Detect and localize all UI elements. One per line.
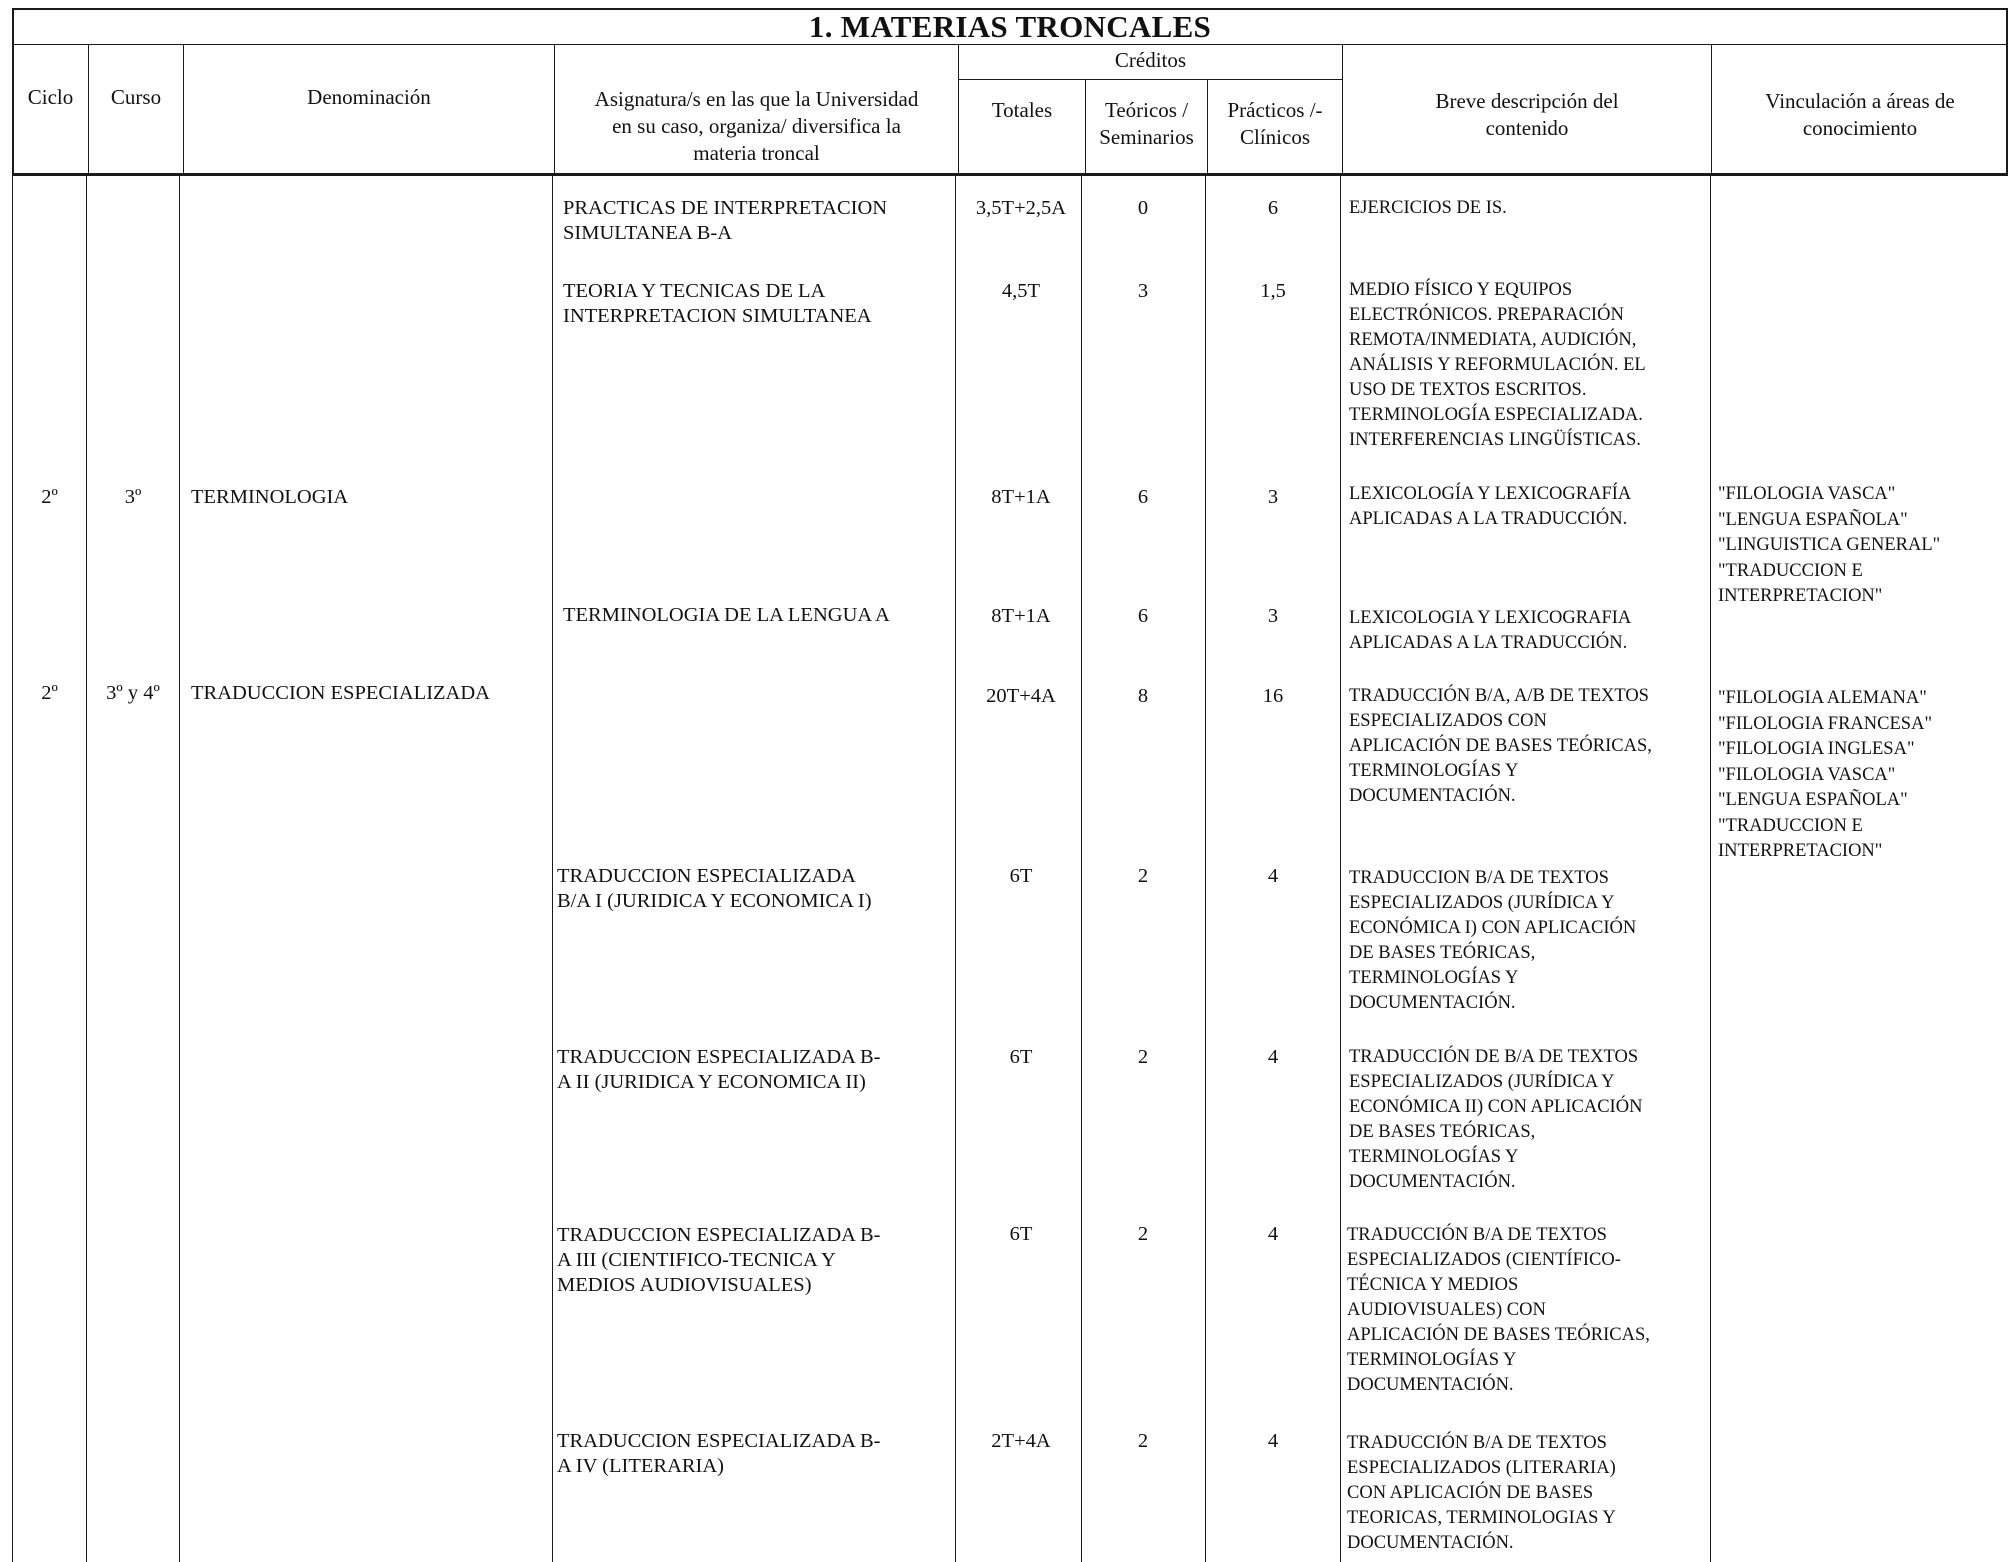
row-3-practicos: 3 [1267,605,1279,627]
body-rule-8 [1340,176,1341,1562]
row-5-teoricos: 2 [1137,865,1149,887]
row-4-descripcion: TRADUCCIÓN B/A, A/B DE TEXTOS ESPECIALIZADOS CON APLICACIÓN DE BASES TEÓRICAS, TERMINOLOGÍAS Y DOCUMENTACIÓN. [1349,686,1652,806]
row-2-totales: 8T+1A [991,486,1051,508]
body-rule-9 [1710,176,1711,1562]
row-5-asignatura: TRADUCCION ESPECIALIZADA B/A I (JURIDICA Y ECONOMICA I) [557,865,872,912]
row-6-asignatura: TRADUCCION ESPECIALIZADA B- A II (JURIDICA Y ECONOMICA II) [557,1046,881,1093]
header-descripcion: Breve descripción del contenido [1435,89,1619,140]
body-rule-1 [12,176,13,1562]
row-4-vinculacion: "FILOLOGIA ALEMANA" "FILOLOGIA FRANCESA" "FILOLOGIA INGLESA" "FILOLOGIA VASCA" "LENGUA ESPAÑOLA" "TRADUCCION E INTERPRETACION" [1718,688,1932,861]
body-rule-4 [552,176,553,1562]
body-rule-3 [179,176,180,1562]
header-curso: Curso [110,85,162,109]
row-3-teoricos: 6 [1137,605,1149,627]
header-rule [12,173,2008,176]
row-2-practicos: 3 [1267,486,1279,508]
row-6-totales: 6T [1009,1046,1033,1068]
row-1-totales: 4,5T [1001,280,1041,302]
row-2-denominacion: TERMINOLOGIA [191,486,349,508]
row-3-totales: 8T+1A [991,605,1051,627]
row-2-teoricos: 6 [1137,486,1149,508]
row-6-descripcion: TRADUCCIÓN DE B/A DE TEXTOS ESPECIALIZADOS (JURÍDICA Y ECONÓMICA II) CON APLICACIÓN DE BASES TEÓRICAS, TERMINOLOGÍAS Y DOCUMENTACIÓN. [1349,1047,1643,1192]
row-0-totales: 3,5T+2,5A [975,197,1067,219]
row-8-descripcion: TRADUCCIÓN B/A DE TEXTOS ESPECIALIZADOS (LITERARIA) CON APLICACIÓN DE BASES TEORICAS, TERMINOLOGIAS Y DOCUMENTACIÓN. [1347,1433,1616,1553]
creditos-rule [958,79,1342,80]
row-6-practicos: 4 [1267,1046,1279,1068]
row-2-curso: 3º [124,486,142,508]
row-8-asignatura: TRADUCCION ESPECIALIZADA B- A IV (LITERARIA) [557,1430,881,1477]
row-8-practicos: 4 [1267,1430,1279,1452]
row-4-curso: 3º y 4º [106,682,160,704]
header-ciclo: Ciclo [27,85,74,109]
row-7-practicos: 4 [1267,1223,1279,1245]
row-1-practicos: 1,5 [1260,280,1286,302]
row-7-asignatura: TRADUCCION ESPECIALIZADA B- A III (CIENTIFICO-TECNICA Y MEDIOS AUDIOVISUALES) [557,1224,881,1296]
row-1-asignatura: TEORIA Y TECNICAS DE LA INTERPRETACION SIMULTANEA [563,280,872,327]
body-rule-5 [955,176,956,1562]
row-3-asignatura: TERMINOLOGIA DE LA LENGUA A [563,604,890,626]
header-teoricos: Teóricos / Seminarios [1099,98,1194,149]
row-0-asignatura: PRACTICAS DE INTERPRETACION SIMULTANEA B-A [563,197,888,244]
row-2-vinculacion: "FILOLOGIA VASCA" "LENGUA ESPAÑOLA" "LINGUISTICA GENERAL" "TRADUCCION E INTERPRETACION" [1718,484,1941,606]
body-rule-2 [86,176,87,1562]
row-7-teoricos: 2 [1137,1223,1149,1245]
row-4-denominacion: TRADUCCION ESPECIALIZADA [191,682,490,704]
header-creditos: Créditos [1114,48,1187,72]
row-3-descripcion: LEXICOLOGIA Y LEXICOGRAFIA APLICADAS A LA TRADUCCIÓN. [1349,608,1632,653]
row-5-practicos: 4 [1267,865,1279,887]
header-denominacion: Denominación [307,85,431,109]
row-7-descripcion: TRADUCCIÓN B/A DE TEXTOS ESPECIALIZADOS (CIENTÍFICO- TÉCNICA Y MEDIOS AUDIOVISUALES) CON APLICACIÓN DE BASES TEÓRICAS, TERMINOLOGÍAS Y DOCUMENTACIÓN. [1347,1225,1650,1395]
header-practicos: Prácticos /- Clínicos [1227,98,1323,149]
row-5-totales: 6T [1009,865,1033,887]
row-4-totales: 20T+4A [986,685,1056,707]
table-title: 1. MATERIAS TRONCALES [808,9,1212,44]
row-1-descripcion: MEDIO FÍSICO Y EQUIPOS ELECTRÓNICOS. PREPARACIÓN REMOTA/INMEDIATA, AUDICIÓN, ANÁLISIS Y REFORMULACIÓN. EL USO DE TEXTOS ESCRITOS. TERMINOLOGÍA ESPECIALIZADA. INTERFERENCIAS LINGÜÍSTICAS. [1349,280,1646,450]
title-rule [12,44,2008,45]
row-4-teoricos: 8 [1137,685,1149,707]
row-0-practicos: 6 [1267,197,1279,219]
row-2-ciclo: 2º [41,486,58,508]
header-asignatura: Asignatura/s en las que la Universidad en su caso, organiza/ diversifica la materia troncal [594,87,919,165]
row-7-totales: 6T [1009,1223,1033,1245]
row-4-practicos: 16 [1262,685,1284,707]
row-0-descripcion: EJERCICIOS DE IS. [1349,198,1507,218]
header-vinculacion: Vinculación a áreas de conocimiento [1765,89,1955,140]
row-0-teoricos: 0 [1137,197,1149,219]
row-6-teoricos: 2 [1137,1046,1149,1068]
row-8-totales: 2T+4A [991,1430,1051,1452]
row-4-ciclo: 2º [41,682,58,704]
row-2-descripcion: LEXICOLOGÍA Y LEXICOGRAFÍA APLICADAS A LA TRADUCCIÓN. [1349,484,1632,529]
row-1-teoricos: 3 [1137,280,1149,302]
header-totales: Totales [991,98,1053,122]
row-5-descripcion: TRADUCCION B/A DE TEXTOS ESPECIALIZADOS (JURÍDICA Y ECONÓMICA I) CON APLICACIÓN DE BASES TEÓRICAS, TERMINOLOGÍAS Y DOCUMENTACIÓN. [1349,868,1637,1013]
row-8-teoricos: 2 [1137,1430,1149,1452]
